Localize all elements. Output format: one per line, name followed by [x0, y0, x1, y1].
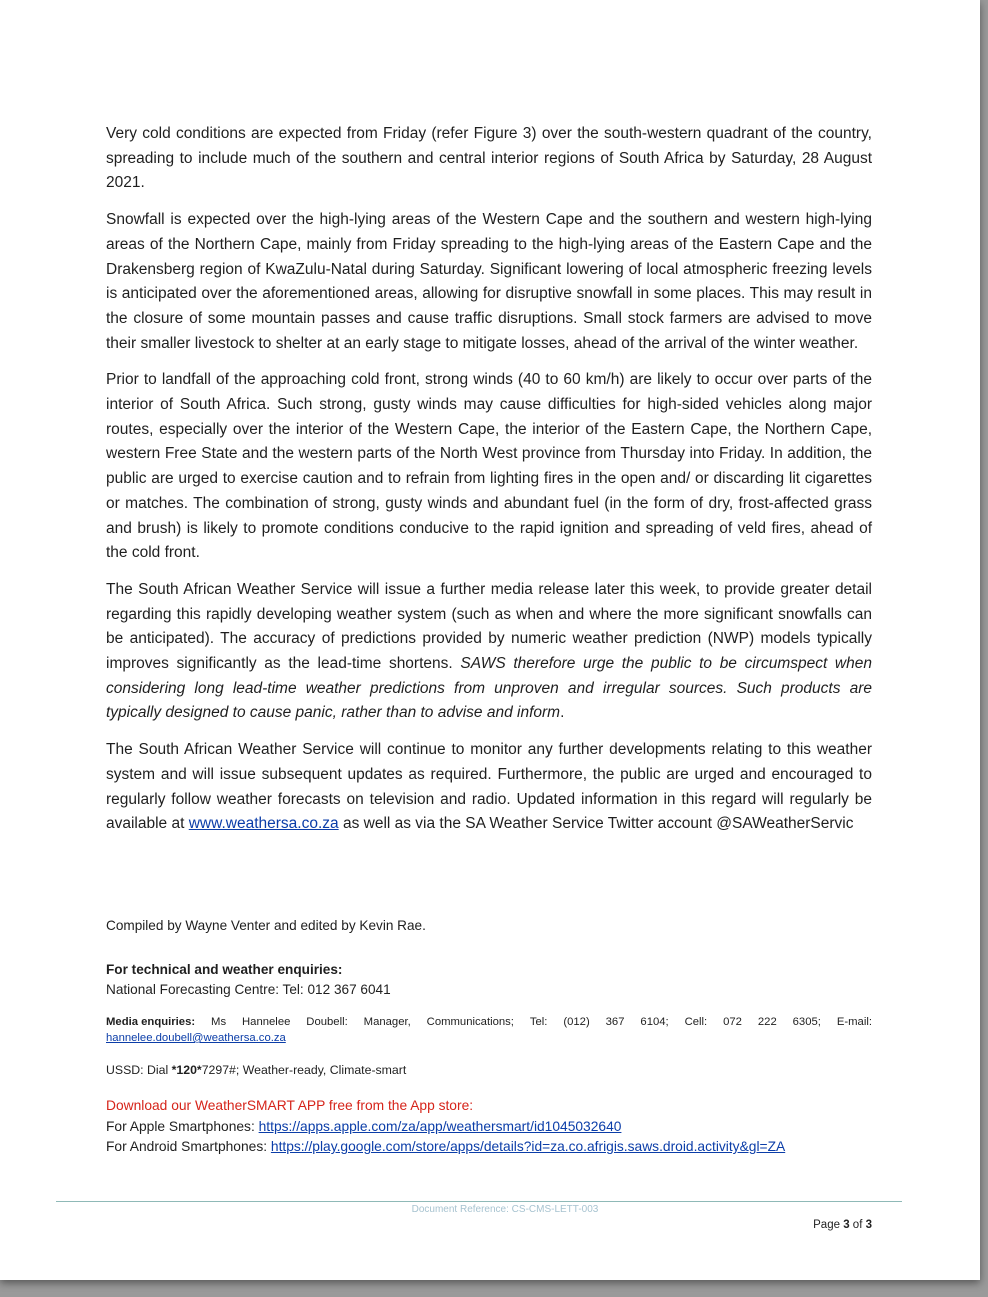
media-word: Communications; — [426, 1016, 514, 1028]
media-word: 6305; — [792, 1016, 821, 1028]
media-word: E-mail: — [836, 1016, 872, 1028]
media-word: 6104; — [640, 1016, 669, 1028]
media-word: Doubell: — [306, 1016, 348, 1028]
apple-store-link[interactable]: https://apps.apple.com/za/app/weathersmart/id1045032640 — [258, 1118, 622, 1134]
ussd-code: *120* — [171, 1063, 202, 1077]
media-word: 367 — [605, 1016, 625, 1028]
app-apple-label: For Apple Smartphones: — [106, 1118, 259, 1134]
page-number — [780, 1219, 872, 1231]
page-total: 3 — [865, 1219, 872, 1231]
media-word: Manager, — [363, 1016, 411, 1028]
app-download-heading: Download our WeatherSMART APP free from the App store: — [106, 1098, 474, 1113]
media-word: (012) — [563, 1016, 590, 1028]
app-android-line — [106, 1137, 872, 1158]
page-current: 3 — [843, 1219, 850, 1231]
media-word: Hannelee — [242, 1016, 291, 1028]
technical-enquiries — [106, 960, 872, 1000]
paragraph-snowfall: Snowfall is expected over the high-lying areas of the Western Cape and the southern and western high-lying areas of the Northern Cape, mainly from Friday spreading to the high-lying areas of the Eastern Cape and the Drakensberg region of KwaZulu-Natal during Saturday. Significant lowering of local atmospheric freezing levels is anticipated over the aforementioned areas, allowing for disruptive snowfall in some places. This may result in the closure of some mountain passes and cause traffic disruptions. Small stock farmers are advised to move their smaller livestock to shelter at an early stage to mitigate losses, ahead of the arrival of the winter weather. — [106, 211, 872, 352]
media-word: Ms — [211, 1016, 227, 1028]
footer-divider — [56, 1201, 902, 1202]
google-play-link[interactable]: https://play.google.com/store/apps/details?id=za.co.afrigis.saws.droid.activity&gl=ZA — [270, 1139, 786, 1154]
credits: Compiled by Wayne Venter and edited by Kevin Rae. — [106, 918, 426, 933]
media-word: 222 — [757, 1016, 777, 1028]
technical-enquiries-line: National Forecasting Centre: Tel: 012 367 6041 — [106, 982, 391, 997]
paragraph-strong-winds: Prior to landfall of the approaching cold front, strong winds (40 to 60 km/h) are likely to occur over parts of the interior of South Africa. Such strong, gusty winds may cause difficulties for high-sided vehicles along major routes, especially over the interior of the Western Cape, the interior of the Eastern Cape, the Northern Cape, western Free State and the western parts of the North West province from Thursday into Friday. In addition, the public are urged to exercise caution and to refrain from lighting fires in the open and/ or discarding lit cigarettes or matches. The combination of strong, gusty winds and abundant fuel (in the form of dry, frost-affected grass and brush) is likely to promote conditions conducive to the rapid ignition and spreading of veld fires, ahead of the cold front. — [106, 371, 872, 562]
app-android-label: For Android Smartphones: — [106, 1139, 271, 1154]
app-download — [106, 1096, 872, 1158]
ussd-text-end: 7297#; Weather-ready, Climate-smart — [201, 1063, 407, 1077]
paragraph-monitoring — [106, 738, 872, 837]
ussd-line — [106, 1062, 872, 1078]
paragraph-cold-conditions: Very cold conditions are expected from Friday (refer Figure 3) over the south-western quadrant of the country, spreading to include much of the southern and central interior regions of South Africa by Saturday, 28 August 2021. — [106, 125, 872, 192]
media-release-warning: SAWS therefore urge the public to be circumspect when considering long lead-time weather predictions from unproven and irregular sources. Such products are typically designed to cause panic, rather than to advise and inform — [106, 655, 872, 722]
monitoring-text-end: as well as via the SA Weather Service Twitter account @SAWeatherServic — [338, 815, 854, 833]
media-enquiries-label: Media enquiries: — [106, 1016, 196, 1028]
media-email-link[interactable]: hannelee.doubell@weathersa.co.za — [106, 1032, 286, 1044]
app-apple-line — [106, 1117, 872, 1138]
media-word: Cell: — [684, 1016, 708, 1028]
page-of: of — [849, 1219, 866, 1231]
paragraph-media-release — [106, 578, 872, 726]
technical-enquiries-heading: For technical and weather enquiries: — [106, 962, 343, 977]
ussd-text: USSD: Dial — [106, 1063, 172, 1077]
document-reference: Document Reference: CS-CMS-LETT-003 — [411, 1204, 599, 1215]
weathersa-link[interactable]: www.weathersa.co.za — [188, 815, 339, 833]
body-text — [106, 122, 872, 849]
media-enquiries — [106, 1014, 872, 1046]
media-release-period: . — [560, 704, 565, 722]
media-enquiries-line — [106, 1014, 872, 1030]
monitoring-text: The South African Weather Service will continue to monitor any further developments relating to this weather system and will issue subsequent updates as required. Furthermore, the public are urged and encouraged to regularly follow weather forecasts on television and radio. Updated information in this regard will regularly be available at — [106, 741, 872, 833]
page-word: Page — [813, 1219, 844, 1231]
media-word: Tel: — [529, 1016, 548, 1028]
media-word: 072 — [723, 1016, 742, 1028]
media-release-text: The South African Weather Service will issue a further media release later this week, to provide greater detail regarding this rapidly developing weather system (such as when and where the more significant snowfalls can be anticipated). The accuracy of predictions provided by numeric weather prediction (NWP) models typically improves significantly as the lead-time shortens. — [106, 580, 872, 673]
